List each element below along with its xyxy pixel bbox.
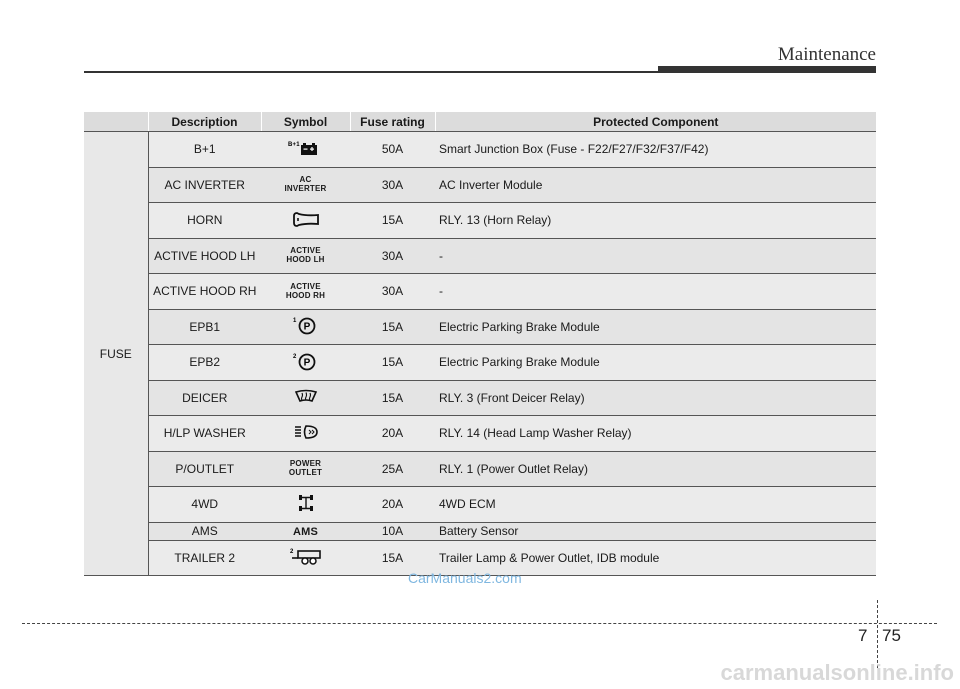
row-symbol [261, 540, 350, 576]
parking-brake-1-icon [291, 315, 321, 335]
table-row [84, 345, 876, 381]
row-rating: 30A [350, 274, 435, 310]
svg-text:2: 2 [289, 549, 294, 556]
row-description: HORN [148, 203, 261, 239]
header-rule-accent [658, 66, 876, 73]
horn-icon [291, 210, 321, 228]
header-protected-component: Protected Component [435, 112, 876, 132]
row-symbol [261, 487, 350, 523]
header-blank [84, 112, 148, 132]
table-row [84, 132, 876, 168]
header-fuse-rating: Fuse rating [350, 112, 435, 132]
row-description: 4WD [148, 487, 261, 523]
table-row [84, 309, 876, 345]
row-symbol [261, 238, 350, 274]
row-symbol [261, 167, 350, 203]
watermark: CarManuals2.com [408, 570, 522, 586]
row-rating: 30A [350, 238, 435, 274]
footer-dashed-rule [22, 623, 937, 624]
row-description: AMS [148, 522, 261, 540]
row-rating: 10A [350, 522, 435, 540]
table-row [84, 380, 876, 416]
site-watermark: carmanualsonline.info [720, 660, 954, 685]
footer-page-divider [877, 600, 878, 668]
table-row [84, 416, 876, 452]
row-symbol [261, 345, 350, 381]
row-symbol [261, 132, 350, 168]
section-title: Maintenance [777, 44, 876, 65]
row-symbol [261, 203, 350, 239]
row-component: RLY. 14 (Head Lamp Washer Relay) [435, 416, 876, 452]
row-rating: 15A [350, 380, 435, 416]
row-component: RLY. 3 (Front Deicer Relay) [435, 380, 876, 416]
row-rating: 15A [350, 540, 435, 576]
row-description: ACTIVE HOOD LH [148, 238, 261, 274]
row-component: Electric Parking Brake Module [435, 309, 876, 345]
row-rating: 20A [350, 416, 435, 452]
trailer-2-icon [288, 546, 324, 566]
battery-b1-icon [286, 139, 326, 157]
active-hood-lh-text-icon: ACTIVE HOOD LH [286, 246, 325, 265]
row-component: 4WD ECM [435, 487, 876, 523]
chapter-number: 7 [858, 626, 868, 645]
row-rating: 30A [350, 167, 435, 203]
svg-text:P: P [303, 321, 310, 333]
row-description: ACTIVE HOOD RH [148, 274, 261, 310]
ams-text-icon: AMS [292, 526, 319, 538]
row-description: DEICER [148, 380, 261, 416]
row-description: EPB2 [148, 345, 261, 381]
header-symbol: Symbol [261, 112, 350, 132]
row-component: Smart Junction Box (Fuse - F22/F27/F32/F37/F42) [435, 132, 876, 168]
row-symbol [261, 274, 350, 310]
row-rating: 15A [350, 203, 435, 239]
row-component: Trailer Lamp & Power Outlet, IDB module [435, 540, 876, 576]
svg-text:1: 1 [292, 318, 297, 325]
row-description: B+1 [148, 132, 261, 168]
table-row [84, 274, 876, 310]
row-symbol [261, 309, 350, 345]
row-component: RLY. 13 (Horn Relay) [435, 203, 876, 239]
row-component: RLY. 1 (Power Outlet Relay) [435, 451, 876, 487]
header-rule [84, 71, 660, 73]
row-component: AC Inverter Module [435, 167, 876, 203]
four-wheel-drive-icon [296, 493, 316, 513]
deicer-icon [293, 388, 319, 404]
fuse-group-label: FUSE [84, 132, 148, 576]
table-row [84, 167, 876, 203]
row-component: Electric Parking Brake Module [435, 345, 876, 381]
row-rating: 15A [350, 345, 435, 381]
fuse-table [84, 112, 876, 576]
svg-text:P: P [303, 357, 310, 369]
row-description: EPB1 [148, 309, 261, 345]
table-row [84, 238, 876, 274]
row-description: TRAILER 2 [148, 540, 261, 576]
table-header-row [84, 112, 876, 132]
row-component: Battery Sensor [435, 522, 876, 540]
table-row [84, 451, 876, 487]
svg-text:2: 2 [292, 353, 297, 360]
table-row [84, 487, 876, 523]
table-row [84, 203, 876, 239]
row-symbol [261, 416, 350, 452]
row-rating: 20A [350, 487, 435, 523]
headlamp-washer-icon [292, 423, 320, 441]
row-description: H/LP WASHER [148, 416, 261, 452]
row-component: - [435, 238, 876, 274]
fuse-table-container [84, 112, 876, 576]
row-rating: 15A [350, 309, 435, 345]
active-hood-rh-text-icon: ACTIVE HOOD RH [285, 281, 326, 300]
ac-inverter-text-icon: AC INVERTER [284, 175, 327, 194]
header-description: Description [148, 112, 261, 132]
svg-text:B+1: B+1 [287, 141, 300, 148]
row-rating: 50A [350, 132, 435, 168]
row-component: - [435, 274, 876, 310]
row-rating: 25A [350, 451, 435, 487]
row-description: AC INVERTER [148, 167, 261, 203]
row-symbol [261, 451, 350, 487]
row-symbol [261, 522, 350, 540]
row-symbol [261, 380, 350, 416]
row-description: P/OUTLET [148, 451, 261, 487]
power-outlet-text-icon: POWER OUTLET [288, 459, 323, 478]
page-number: 75 [882, 626, 901, 645]
parking-brake-2-icon [291, 351, 321, 371]
table-row [84, 522, 876, 540]
